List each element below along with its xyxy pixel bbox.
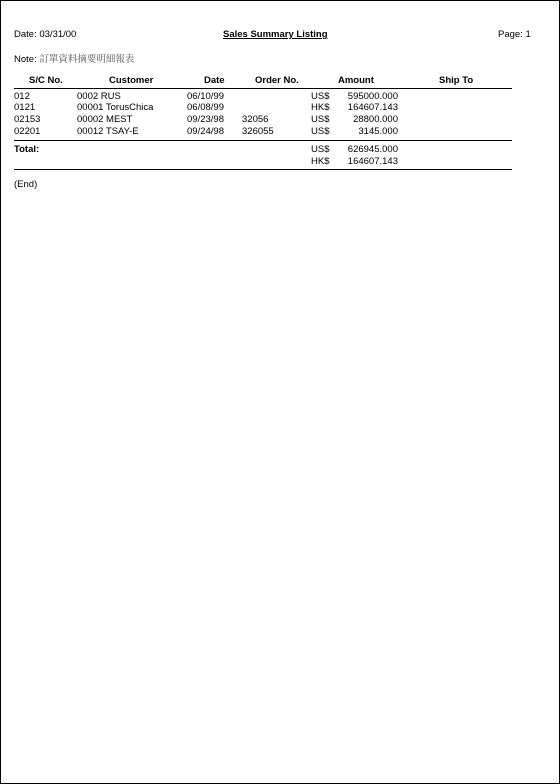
cell-sc-no: 02201	[14, 126, 41, 137]
end-marker: (End)	[14, 179, 38, 190]
date-label: Date:	[14, 29, 37, 40]
total-amount: 626945.000	[347, 144, 398, 155]
note-label: Note:	[14, 54, 37, 65]
cell-customer: 00001 TorusChica	[77, 102, 154, 113]
cell-sc-no: 0121	[14, 102, 36, 113]
cell-date: 09/24/98	[187, 126, 224, 137]
totals-divider	[14, 140, 512, 141]
cell-currency: US$	[311, 126, 330, 137]
total-currency: HK$	[311, 156, 330, 167]
cell-date: 09/23/98	[187, 114, 224, 125]
header-divider	[14, 88, 512, 89]
cell-amount: 3145.000	[358, 126, 398, 137]
cell-currency: US$	[311, 114, 330, 125]
column-header-ship-to: Ship To	[439, 75, 474, 86]
cell-amount: 164607.143	[347, 102, 398, 113]
column-header-date: Date	[204, 75, 225, 86]
cell-customer: 00002 MEST	[77, 114, 133, 125]
total-amount: 164607.143	[347, 156, 398, 167]
totals-label: Total:	[14, 144, 40, 155]
report-note	[14, 51, 134, 65]
cell-date: 06/10/99	[187, 91, 224, 102]
cell-amount: 28800.000	[353, 114, 398, 125]
column-header-order-no: Order No.	[255, 75, 299, 86]
cell-currency: HK$	[311, 102, 330, 113]
cell-order-no: 326055	[242, 126, 274, 137]
date-value: 03/31/00	[39, 29, 77, 40]
cell-customer: 00012 TSAY-E	[77, 126, 139, 137]
column-header-customer: Customer	[109, 75, 154, 86]
column-header-sc-no: S/C No.	[29, 75, 63, 86]
page-number	[498, 29, 531, 40]
cell-amount: 595000.000	[347, 91, 398, 102]
page-label: Page:	[498, 29, 523, 40]
cell-order-no: 32056	[242, 114, 269, 125]
report-date	[14, 29, 76, 40]
cell-currency: US$	[311, 91, 330, 102]
note-text: 訂單資料摘要明細報表	[39, 54, 135, 65]
total-currency: US$	[311, 144, 330, 155]
cell-customer: 0002 RUS	[77, 91, 121, 102]
report-title: Sales Summary Listing	[223, 29, 328, 40]
cell-sc-no: 02153	[14, 114, 41, 125]
column-header-amount: Amount	[338, 75, 374, 86]
cell-date: 06/08/99	[187, 102, 224, 113]
end-divider	[14, 169, 512, 170]
page-value: 1	[525, 29, 531, 40]
cell-sc-no: 012	[14, 91, 30, 102]
